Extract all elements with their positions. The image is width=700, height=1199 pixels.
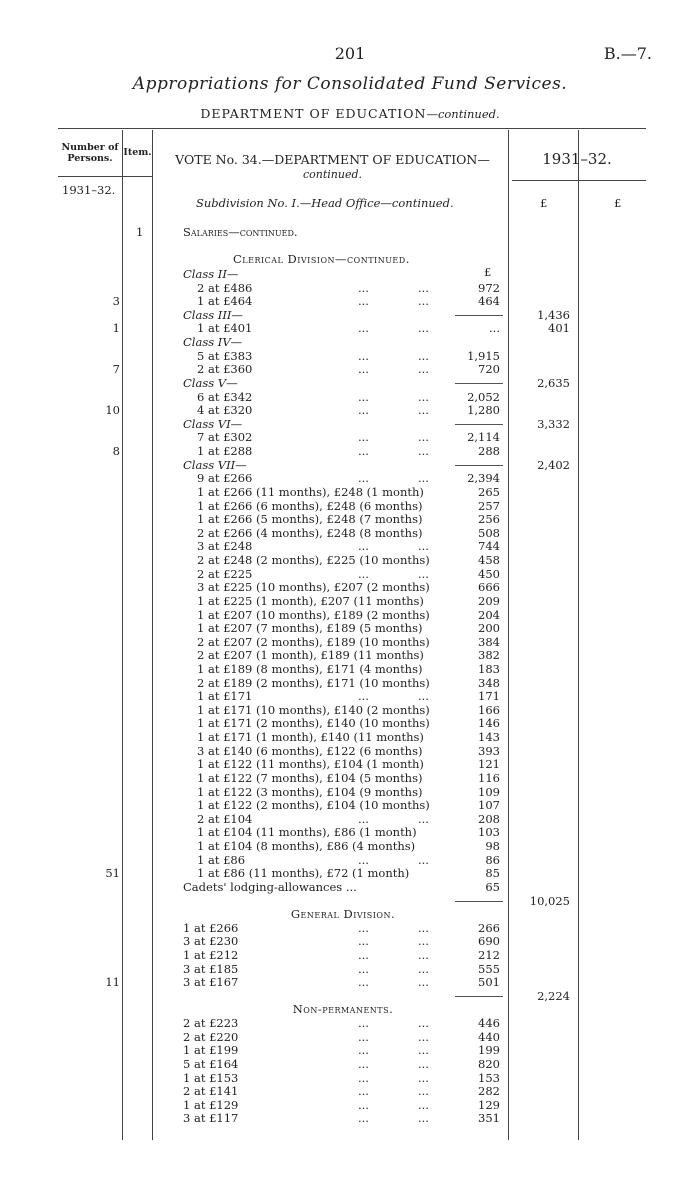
leader-dots: ... — [418, 1016, 429, 1031]
department-suffix: —continued. — [426, 107, 500, 121]
class-heading: Class III— — [183, 307, 243, 322]
row-label: 3 at £248 — [197, 539, 253, 554]
row-label: 1 at £401 — [197, 321, 253, 336]
leader-dots: ... — [358, 294, 369, 309]
row-label: 2 at £360 — [197, 362, 253, 377]
row-label: 1 at £212 — [183, 948, 239, 962]
row-label: 9 at £266 — [197, 471, 253, 486]
row-label: 3 at £225 (10 months), £207 (2 months) — [197, 580, 430, 595]
row-amount: 143 — [478, 730, 500, 745]
leader-dots: ... — [418, 539, 429, 554]
row-label: 1 at £207 (10 months), £189 (2 months) — [197, 607, 430, 622]
subtotal-amount: 3,332 — [537, 416, 570, 431]
leader-dots: ... — [418, 471, 429, 486]
row-amount: 146 — [478, 716, 500, 731]
leader-dots: ... — [358, 1029, 369, 1044]
leader-dots: ... — [418, 948, 429, 962]
col-rule-item — [152, 130, 153, 1140]
row-label: 1 at £86 — [197, 852, 246, 867]
row-label: 4 at £320 — [197, 403, 253, 418]
salaries-heading: Salaries—continued. — [183, 225, 298, 239]
leader-dots: ... — [418, 444, 429, 459]
leader-dots: ... — [418, 1084, 429, 1099]
row-label: 1 at £266 — [183, 920, 239, 935]
row-label: 3 at £230 — [183, 934, 239, 949]
class-heading: Class VII— — [183, 457, 247, 472]
leader-dots: ... — [358, 1056, 369, 1071]
row-label: 3 at £167 — [183, 975, 239, 990]
row-amount: 1,280 — [467, 403, 500, 418]
row-amount: 171 — [478, 689, 500, 704]
row-amount: 744 — [478, 539, 500, 554]
class-heading: Class IV— — [183, 335, 243, 350]
row-label: 1 at £122 (3 months), £104 (9 months) — [197, 784, 423, 799]
row-amount: 348 — [478, 675, 500, 690]
subtotal-amount: 10,025 — [529, 893, 570, 908]
row-label: 1 at £189 (8 months), £171 (4 months) — [197, 661, 423, 676]
leader-dots: ... — [358, 689, 369, 704]
leader-dots: ... — [418, 811, 429, 826]
row-amount: 440 — [478, 1029, 500, 1044]
header-bottom-rule-right — [512, 180, 646, 181]
col-rule-persons — [122, 130, 123, 1140]
row-amount: 555 — [478, 961, 500, 976]
leader-dots: ... — [418, 961, 429, 976]
row-label: 1 at £266 (6 months), £248 (6 months) — [197, 498, 423, 513]
row-label: 1 at £122 (2 months), £104 (10 months) — [197, 798, 430, 813]
vote-line-2: continued. — [302, 168, 363, 181]
leader-dots: ... — [418, 934, 429, 949]
leader-dots: ... — [418, 1070, 429, 1085]
row-amount: 85 — [485, 866, 500, 881]
row-amount: 450 — [478, 566, 500, 581]
row-amount: 65 — [485, 879, 500, 894]
row-amount: 666 — [478, 580, 500, 595]
clerical-division-heading: Clerical Division—continued. — [233, 252, 410, 266]
leader-dots: ... — [418, 1097, 429, 1112]
leader-dots: ... — [358, 1097, 369, 1112]
column-pound-sign: £ — [484, 265, 492, 279]
row-label: 2 at £207 (1 month), £189 (11 months) — [197, 648, 424, 663]
leader-dots: ... — [358, 1043, 369, 1058]
row-amount: 109 — [478, 784, 500, 799]
row-amount: 382 — [478, 648, 500, 663]
row-amount: 972 — [478, 280, 500, 295]
row-label: 1 at £171 — [197, 689, 253, 704]
row-label: 1 at £129 — [183, 1097, 239, 1112]
row-label: 2 at £189 (2 months), £171 (10 months) — [197, 675, 430, 690]
subtotal-rule — [455, 901, 503, 902]
row-label: 2 at £225 — [197, 566, 253, 581]
row-amount: 166 — [478, 702, 500, 717]
row-amount: 2,114 — [467, 430, 500, 445]
leader-dots: ... — [418, 689, 429, 704]
persons-year-label: 1931–32. — [62, 183, 116, 197]
row-label: 5 at £383 — [197, 348, 253, 363]
row-amount: 820 — [478, 1056, 500, 1071]
row-label: 1 at £266 (11 months), £248 (1 month) — [197, 484, 424, 499]
subdivision-heading: Subdivision No. I.—Head Office—continued. — [196, 196, 454, 210]
row-amount: 103 — [478, 825, 500, 840]
row-label: 3 at £117 — [183, 1111, 239, 1126]
row-label: 1 at £86 (11 months), £72 (1 month) — [197, 866, 410, 881]
row-label: 1 at £207 (7 months), £189 (5 months) — [197, 621, 423, 636]
vote-line-1: VOTE No. 34.—DEPARTMENT OF EDUCATION— — [175, 152, 490, 167]
leader-dots: ... — [358, 403, 369, 418]
subtotal-rule — [455, 996, 503, 997]
row-label: 1 at £122 (7 months), £104 (5 months) — [197, 770, 423, 785]
row-amount: 458 — [478, 553, 500, 568]
leader-dots: ... — [358, 430, 369, 445]
row-label: 1 at £288 — [197, 444, 253, 459]
row-amount: 209 — [478, 593, 500, 608]
row-label: 1 at £104 (11 months), £86 (1 month) — [197, 825, 417, 840]
class-heading: Class II— — [183, 267, 239, 281]
leader-dots: ... — [358, 389, 369, 404]
row-label: 1 at £171 (2 months), £140 (10 months) — [197, 716, 430, 731]
row-label: 2 at £486 — [197, 280, 253, 295]
row-label: 2 at £141 — [183, 1084, 239, 1099]
row-amount: 393 — [478, 743, 500, 758]
leader-dots: ... — [358, 566, 369, 581]
header-bottom-rule-left — [58, 176, 152, 177]
pound-sign-total: £ — [614, 196, 622, 210]
col-rule-total — [578, 130, 579, 1140]
row-label: 1 at £153 — [183, 1070, 239, 1085]
persons-count: 51 — [105, 866, 120, 881]
leader-dots: ... — [418, 1056, 429, 1071]
leader-dots: ... — [418, 348, 429, 363]
row-amount: 266 — [478, 920, 500, 935]
page-title: Appropriations for Consolidated Fund Services. — [132, 74, 568, 94]
row-label: 3 at £185 — [183, 961, 239, 976]
item-header: Item. — [123, 147, 152, 158]
row-label: 1 at £122 (11 months), £104 (1 month) — [197, 757, 424, 772]
leader-dots: ... — [418, 389, 429, 404]
leader-dots: ... — [358, 1070, 369, 1085]
row-amount: 351 — [478, 1111, 500, 1126]
row-amount: 98 — [485, 839, 500, 854]
leader-dots: ... — [358, 948, 369, 962]
row-amount: 464 — [478, 294, 500, 309]
row-label: 2 at £220 — [183, 1029, 239, 1044]
leader-dots: ... — [358, 1111, 369, 1126]
row-amount: 282 — [478, 1084, 500, 1099]
row-label: 2 at £248 (2 months), £225 (10 months) — [197, 553, 430, 568]
leader-dots: ... — [418, 403, 429, 418]
row-amount: 212 — [478, 948, 500, 962]
row-label: 1 at £104 (8 months), £86 (4 months) — [197, 839, 416, 854]
leader-dots: ... — [418, 1111, 429, 1126]
vote-heading — [160, 152, 505, 182]
leader-dots: ... — [358, 280, 369, 295]
row-label: 1 at £171 (10 months), £140 (2 months) — [197, 702, 430, 717]
leader-dots: ... — [418, 280, 429, 295]
subtotal-rule — [455, 383, 503, 384]
row-amount: 508 — [478, 525, 500, 540]
leader-dots: ... — [418, 1043, 429, 1058]
row-amount: 153 — [478, 1070, 500, 1085]
department-name: DEPARTMENT OF EDUCATION — [200, 106, 427, 121]
row-label: 2 at £223 — [183, 1016, 239, 1031]
row-amount: 129 — [478, 1097, 500, 1112]
leader-dots: ... — [358, 920, 369, 935]
leader-dots: ... — [418, 430, 429, 445]
leader-dots: ... — [418, 852, 429, 867]
row-label: 2 at £104 — [197, 811, 253, 826]
class-heading: Class VI— — [183, 416, 243, 431]
subtotal-amount: 1,436 — [537, 307, 570, 322]
row-amount: 2,052 — [467, 389, 500, 404]
row-label: 1 at £266 (5 months), £248 (7 months) — [197, 512, 423, 527]
persons-count: 3 — [112, 294, 120, 309]
leader-dots: ... — [358, 444, 369, 459]
persons-count: 11 — [105, 975, 120, 990]
row-label: 1 at £171 (1 month), £140 (11 months) — [197, 730, 424, 745]
row-label: 7 at £302 — [197, 430, 253, 445]
year-column-header: 1931–32. — [542, 150, 612, 168]
row-amount: 384 — [478, 634, 500, 649]
row-amount: 265 — [478, 484, 500, 499]
item-number: 1 — [136, 225, 144, 239]
leader-dots: ... — [418, 920, 429, 935]
leader-dots: ... — [358, 348, 369, 363]
subtotal-rule — [455, 465, 503, 466]
row-amount: 1,915 — [467, 348, 500, 363]
subtotal-rule — [455, 424, 503, 425]
persons-count: 8 — [112, 444, 120, 459]
document-reference: B.—7. — [603, 44, 652, 63]
row-label: 1 at £464 — [197, 294, 253, 309]
row-amount: 2,394 — [467, 471, 500, 486]
row-label: 3 at £140 (6 months), £122 (6 months) — [197, 743, 423, 758]
department-heading — [0, 106, 700, 121]
row-amount: 200 — [478, 621, 500, 636]
subtotal-amount: 2,635 — [537, 375, 570, 390]
leader-dots: ... — [358, 961, 369, 976]
section-heading: Non-permanents. — [292, 1002, 394, 1017]
leader-dots: ... — [418, 294, 429, 309]
row-amount: 86 — [485, 852, 500, 867]
row-label: 2 at £266 (4 months), £248 (8 months) — [197, 525, 423, 540]
row-amount: 501 — [478, 975, 500, 990]
subtotal-rule — [455, 315, 503, 316]
leader-dots: ... — [358, 471, 369, 486]
row-amount: 446 — [478, 1016, 500, 1031]
row-amount: 256 — [478, 512, 500, 527]
header-top-rule — [58, 128, 646, 129]
row-label: Cadets' lodging-allowances ... — [183, 879, 357, 894]
persons-count: 7 — [112, 362, 120, 377]
leader-dots: ... — [358, 811, 369, 826]
row-amount: 121 — [478, 757, 500, 772]
row-label: 2 at £207 (2 months), £189 (10 months) — [197, 634, 430, 649]
row-label: 5 at £164 — [183, 1056, 239, 1071]
leader-dots: ... — [358, 852, 369, 867]
row-amount: 257 — [478, 498, 500, 513]
page-number: 201 — [334, 44, 366, 63]
persons-count: 1 — [112, 321, 120, 336]
row-amount: ... — [489, 321, 500, 336]
leader-dots: ... — [358, 1084, 369, 1099]
section-heading: General Division. — [290, 907, 396, 922]
row-amount: 116 — [478, 770, 500, 785]
leader-dots: ... — [358, 321, 369, 336]
leader-dots: ... — [418, 321, 429, 336]
subtotal-amount: 2,402 — [537, 457, 570, 472]
persons-count: 10 — [105, 403, 120, 418]
pound-sign-amount: £ — [540, 196, 548, 210]
leader-dots: ... — [418, 1029, 429, 1044]
row-amount: 720 — [478, 362, 500, 377]
number-of-persons-header: Number of Persons. — [61, 142, 119, 164]
leader-dots: ... — [358, 934, 369, 949]
row-amount: 183 — [478, 661, 500, 676]
row-label: 6 at £342 — [197, 389, 253, 404]
row-amount: 107 — [478, 798, 500, 813]
leader-dots: ... — [358, 362, 369, 377]
class-heading: Class V— — [183, 375, 238, 390]
row-amount: 208 — [478, 811, 500, 826]
col-rule-amount — [508, 130, 509, 1140]
row-amount: 288 — [478, 444, 500, 459]
leader-dots: ... — [418, 566, 429, 581]
row-amount: 204 — [478, 607, 500, 622]
row-label: 1 at £199 — [183, 1043, 239, 1058]
subtotal-amount: 2,224 — [537, 988, 570, 1003]
leader-dots: ... — [358, 1016, 369, 1031]
leader-dots: ... — [358, 539, 369, 554]
subtotal-amount: 401 — [548, 321, 570, 336]
row-amount: 199 — [478, 1043, 500, 1058]
leader-dots: ... — [418, 362, 429, 377]
leader-dots: ... — [418, 975, 429, 990]
leader-dots: ... — [358, 975, 369, 990]
row-label: 1 at £225 (1 month), £207 (11 months) — [197, 593, 424, 608]
row-amount: 690 — [478, 934, 500, 949]
